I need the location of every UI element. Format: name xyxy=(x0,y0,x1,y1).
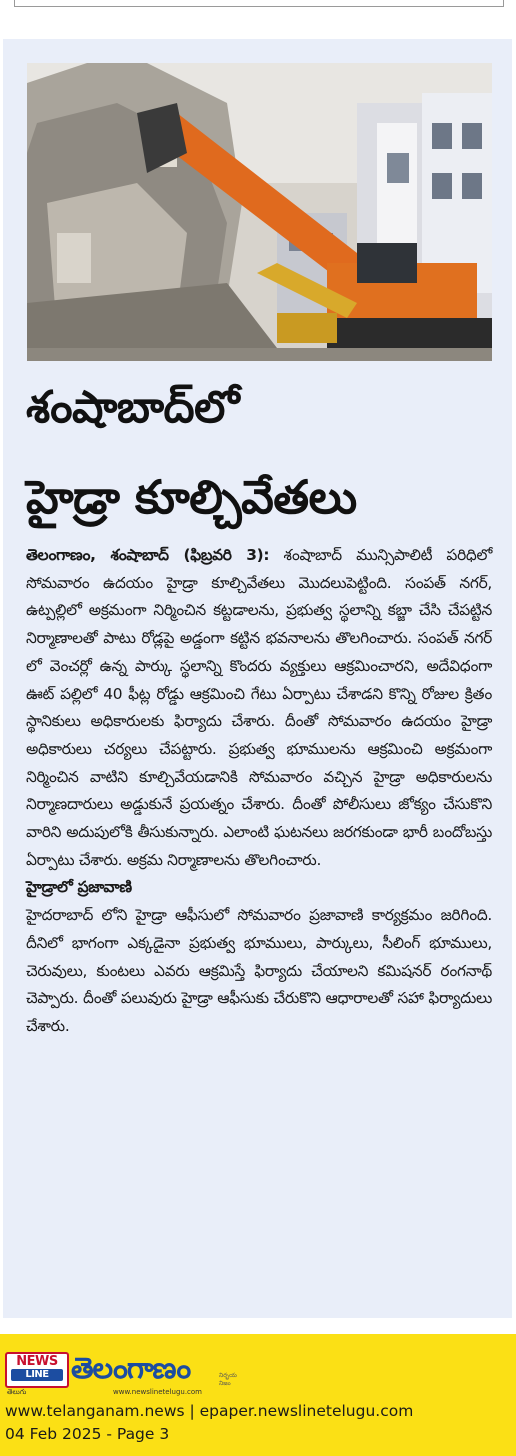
headline-line-1: శంషాబాద్‌లో xyxy=(26,382,239,433)
headline-line-2: హైడ్రా కూల్చివేతలు xyxy=(26,470,357,524)
article-photo-demolition xyxy=(27,63,492,361)
newsline-logo-word1: NEWS xyxy=(16,1354,58,1369)
dateline: తెలంగాణం, శంషాబాద్ (ఫిబ్రవరి 3): xyxy=(26,546,270,564)
article-body xyxy=(26,542,492,1041)
article-paragraph-1 xyxy=(26,542,492,874)
paragraph-1-text: శంషాబాద్ మున్సిపాలిటీ పరిధిలో సోమవారం ఉదయం హైడ్రా కూల్చివేతలు మొదలుపెట్టింది. సంపత్ నగర్, ఉట్పల్లిలో అక్రమంగా నిర్మించిన కట్టడాలను, ప్రభుత్వ స్థలాన్ని కబ్జా చేసి చేపట్టిన నిర్మాణాలతో పాటు రోడ్లపై అడ్డంగా కట్టిన భవనాలను తొలగించారు. సంపత్ నగర్ లో వెంచర్లో ఉన్న పార్కు స్థలాన్ని కొందరు వ్యక్తులు ఆక్రమించారని, అదేవిధంగా ఊట్ పల్లిలో 40 ఫీట్ల రోడ్డు ఆక్రమించి గేటు ఏర్పాటు చేశాడని కొన్ని రోజుల క్రితం స్థానికులు అధికారులకు ఫిర్యాదు చేశారు. దీంతో సోమవారం ఉదయం హైడ్రా అధికారులు చర్యలు చేపట్టారు. ప్రభుత్వ భూములను ఆక్రమించి అక్రమంగా నిర్మించిన వాటిని కూల్చివేయడానికి సోమవారం వచ్చిన హైడ్రా అధికారులను నిర్మాణదారులు అడ్డుకునే ప్రయత్నం చేశారు. దీంతో పోలీసులు జోక్యం చేసుకొని వారిని అదుపులోకి తీసుకున్నారు. ఎలాంటి ఘటనలు జరగకుండా భారీ బందోబస్తు ఏర్పాటు చేశారు. అక్రమ నిర్మాణాలను తొలగించారు. xyxy=(26,546,492,869)
telanganam-tagline: నిర్భయ నిజం xyxy=(219,1372,237,1387)
logo-website: www.newslinetelugu.com xyxy=(113,1388,202,1396)
newsline-logo xyxy=(5,1352,69,1388)
subheading-prajavani: హైడ్రాలో ప్రజావాణి xyxy=(26,878,132,897)
previous-article-frame xyxy=(14,0,504,7)
publisher-logo[interactable] xyxy=(5,1346,250,1398)
newsline-logo-word2: LINE xyxy=(11,1369,63,1381)
newsline-logo-subtext: తెలుగు xyxy=(7,1388,27,1396)
footer-date-page: 04 Feb 2025 - Page 3 xyxy=(5,1425,170,1443)
footer-banner xyxy=(0,1334,516,1456)
article-paragraph-2: హైదరాబాద్ లోని హైడ్రా ఆఫీసులో సోమవారం ప్రజావాణి కార్యక్రమం జరిగింది. దీనిలో భాగంగా ఎక్కడైనా ప్రభుత్వ భూములు, పార్కులు, సీలింగ్ భూములు, చెరువులు, కుంటలు ఎవరు ఆక్రమిస్తే ఫిర్యాదు చేయాలని కమిషనర్ రంగనాథ్ చెప్పారు. దీంతో పలువురు హైడ్రా ఆఫీసుకు చేరుకొని ఆధారాలతో సహా ఫిర్యాదులు చేశారు. xyxy=(26,906,492,1035)
telanganam-logo-text: తెలంగాణం xyxy=(71,1351,191,1385)
footer-links[interactable]: www.telanganam.news | epaper.newslinetelugu.com xyxy=(5,1402,414,1420)
